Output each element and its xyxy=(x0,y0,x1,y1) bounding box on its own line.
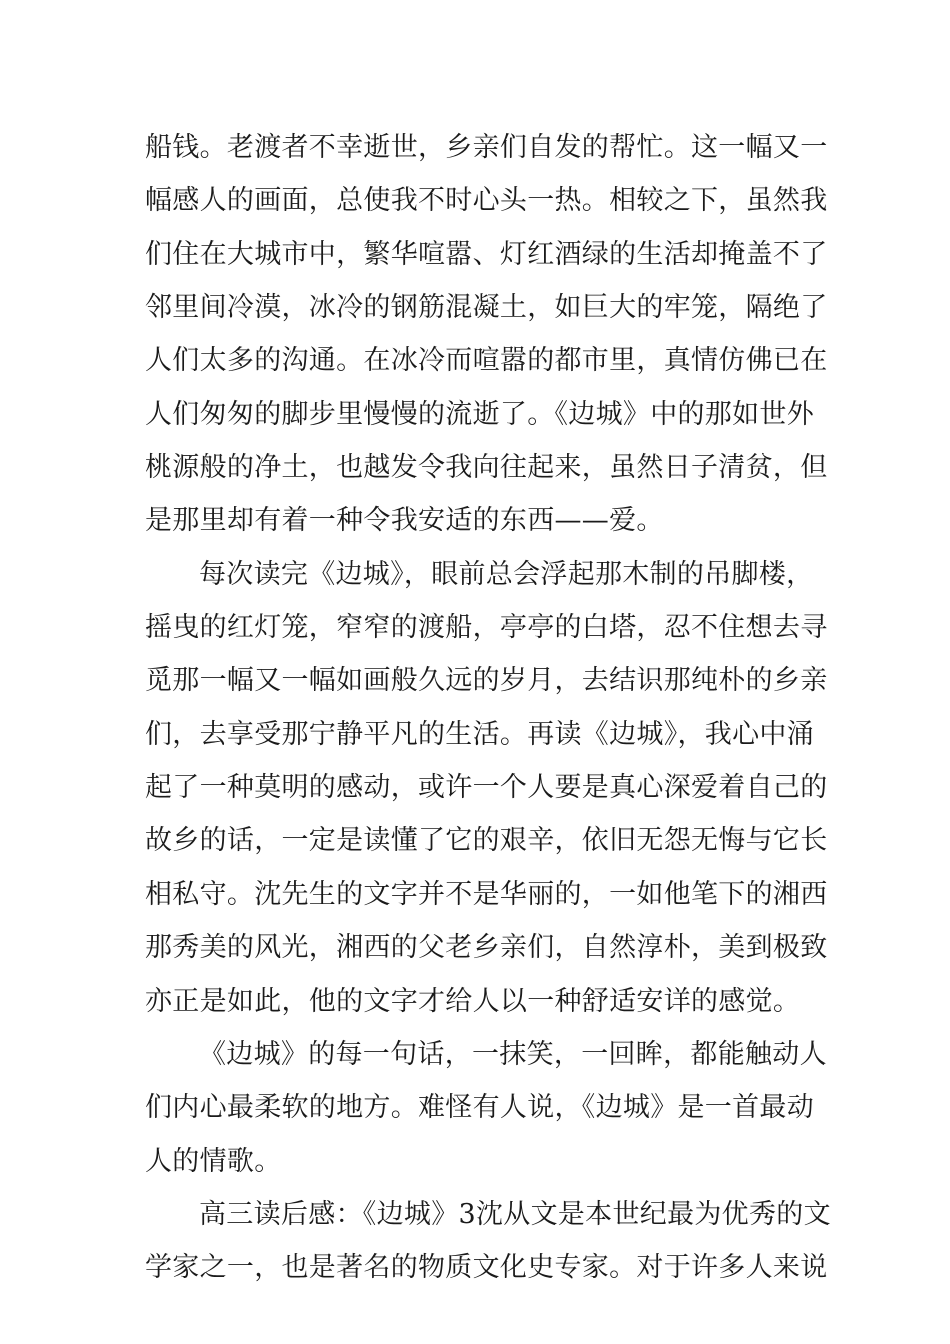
body-text xyxy=(145,121,831,1295)
text-line: 摇曳的红灯笼，窄窄的渡船，亭亭的白塔，忍不住想去寻 xyxy=(145,612,828,644)
text-line: 起了一种莫明的感动，或许一个人要是真心深爱着自己的 xyxy=(145,772,828,804)
text-line: 桃源般的净土，也越发令我向往起来，虽然日子清贫，但 xyxy=(145,452,828,484)
text-line: 人的情歌。 xyxy=(145,1145,282,1177)
text-line: 人们太多的沟通。在冰冷而喧嚣的都市里，真情仿佛已在 xyxy=(145,345,828,377)
paragraph-start: 高三读后感：《边城》3沈从文是本世纪最为优秀的文 xyxy=(199,1198,831,1230)
paragraph-start: 《边城》的每一句话，一抹笑，一回眸，都能触动人 xyxy=(199,1038,827,1070)
text-line: 是那里却有着一种令我安适的东西——爱。 xyxy=(145,505,664,537)
text-line: 觅那一幅又一幅如画般久远的岁月，去结识那纯朴的乡亲 xyxy=(145,665,828,697)
text-line: 人们匆匆的脚步里慢慢的流逝了。《边城》中的那如世外 xyxy=(145,398,814,430)
text-line: 学家之一，也是著名的物质文化史专家。对于许多人来说 xyxy=(145,1252,828,1284)
text-line: 那秀美的风光，湘西的父老乡亲们，自然淳朴，美到极致 xyxy=(145,932,828,964)
text-line: 邻里间冷漠，冰冷的钢筋混凝土，如巨大的牢笼，隔绝了 xyxy=(145,292,828,324)
text-line: 故乡的话，一定是读懂了它的艰辛，依旧无怨无悔与它长 xyxy=(145,825,828,857)
text-line: 相私守。沈先生的文字并不是华丽的，一如他笔下的湘西 xyxy=(145,878,828,910)
text-line: 们内心最柔软的地方。难怪有人说，《边城》是一首最动 xyxy=(145,1092,814,1124)
text-line: 们，去享受那宁静平凡的生活。再读《边城》，我心中涌 xyxy=(145,718,814,750)
text-line: 幅感人的画面，总使我不时心头一热。相较之下，虽然我 xyxy=(145,185,828,217)
text-line: 船钱。老渡者不幸逝世，乡亲们自发的帮忙。这一幅又一 xyxy=(145,132,828,163)
text-line: 亦正是如此，他的文字才给人以一种舒适安详的感觉。 xyxy=(145,985,801,1017)
paragraph-start: 每次读完《边城》，眼前总会浮起那木制的吊脚楼， xyxy=(199,558,814,590)
text-line: 们住在大城市中，繁华喧嚣、灯红酒绿的生活却掩盖不了 xyxy=(145,238,828,270)
